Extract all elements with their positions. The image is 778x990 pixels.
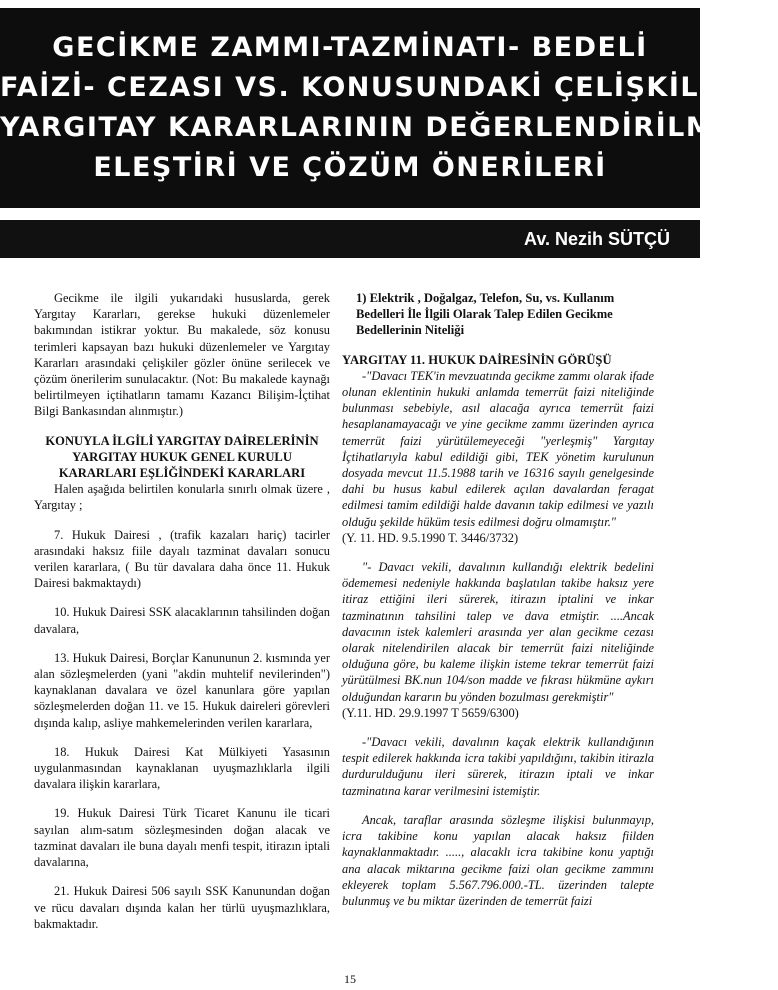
court-quote: -"Davacı vekili, davalının kaçak elektrik kullandığının tespit edilerek hakkında icra takibi yapıldığını, takibin itirazla durdurulduğunu ileri sürerek, itirazın iptali ve inkar tazminatına karar verilmesini istemiştir. xyxy=(342,735,654,798)
title-line: ELEŞTİRİ VE ÇÖZÜM ÖNERİLERİ xyxy=(93,152,607,183)
list-item: 10. Hukuk Dairesi SSK alacaklarının tahsilinden doğan davalara, xyxy=(34,605,330,636)
court-citation: (Y.11. HD. 29.9.1997 T 5659/6300) xyxy=(342,705,519,720)
title-banner xyxy=(0,8,778,208)
section-heading: KONUYLA İLGİLİ YARGITAY DAİRELERİNİN YARGITAY HUKUK GENEL KURULU KARARLARI EŞLİĞİNDEKİ KARARLARI xyxy=(45,433,319,481)
author-name: Av. Nezih SÜTÇÜ xyxy=(523,229,670,249)
right-column xyxy=(342,290,654,909)
intro-paragraph: Gecikme ile ilgili yukarıdaki hususlarda, gerek Yargıtay Kararları, gerekse hukuki düzenlemeler bakımından istikrar yoktur. Bu makalede, söz konusu terimleri kapsayan bazı hukuki düzenlemeler ve Yargıtay Kararları arasındaki çelişkiler gözler önüne serilecek ve çözüm önerilerim sunulacaktır. (Not: Bu makalede kaynağı belirtilmeyen içtihatların tamamı Kazancı Bilişim-İçtihat Bilgi Bankasından alınmıştır.) xyxy=(34,291,330,419)
title-line: GECİKME ZAMMI-TAZMİNATI- BEDELİ xyxy=(52,32,648,63)
page-number: 15 xyxy=(344,972,356,986)
section-heading: 1) Elektrik , Doğalgaz, Telefon, Su, vs. Kullanım Bedelleri İle İlgili Olarak Talep Edilen Gecikme Bedellerinin Niteliği xyxy=(356,291,615,338)
subintro-paragraph: Halen aşağıda belirtilen konularla sınırlı olmak üzere , Yargıtay ; xyxy=(34,482,330,513)
left-column xyxy=(34,290,330,932)
list-item: 21. Hukuk Dairesi 506 sayılı SSK Kanunundan doğan ve rücu davaları dışında kalan her türlü uyuşmazlıklara, bakmaktadır. xyxy=(34,884,330,931)
court-quote: "- Davacı vekili, davalının kullandığı elektrik bedelini ödememesi nedeniyle hakkında başlatılan takibe haksız yere itiraz ettiğini ileri sürerek, itirazın iptalini ve inkar tazminatının tahsilini talep ve dava etmiştir. ....Ancak davacının istek kalemleri arasında yer alan gecikme cezası olarak nitelendirilen alacak bir temerrüt faizi niteliğinde olduğuna göre, bu kaleme ilişkin isteme tekrar temerrüt faizi yürütülmesi BK.nun 104/son madde ve fıkrası hükmüne aykırı olduğundan kararın bu yönden bozulması gerekmiştir" xyxy=(342,560,654,704)
opinion-heading: YARGITAY 11. HUKUK DAİRESİNİN GÖRÜŞÜ xyxy=(342,352,612,367)
list-item: 13. Hukuk Dairesi, Borçlar Kanununun 2. kısmında yer alan sözleşmelerden (yani "akdin muhtelif nevilerinden") kaynaklanan davalara ve özel kanunlara göre yapılan sözleşmelerden doğan 11. ve 15. Hukuk daireleri görevleri dışında kalıp, asliye mahkemelerinden verilen kararlara, xyxy=(34,650,330,730)
court-quote: -"Davacı TEK'in mevzuatında gecikme zammı olarak ifade olunan eklentinin hukuki anlamda temerrüt faizi niteliğinde bulunması sebebiyle, asıl alacağa ayrıca temerrüt faizi hesaplanamayacağı ve yine gecikme zammı üzerinden ayrıca temerrüt faizi yürütülemeyeceği "yerleşmiş" Yargıtay İçtihatlarıyla kabul edildiği gibi, TEK yönetim kurulunun dosyada mevcut 11.5.1988 tarih ve 16316 sayılı genelgesinde dahi bu husus kabul edilerek açılan davalardan feragat edilmesi tamim edildiği halde davanın takip edilmesi ve yazılı olduğu şekilde hüküm tesis edilmesi doğru olmamıştır." xyxy=(342,368,654,529)
list-item: 19. Hukuk Dairesi Türk Ticaret Kanunu ile ticari sayılan alım-satım sözleşmesinden doğan alacak ve tazminat davaları ile buna dayalı menfi tespit, itirazın iptali davalarına, xyxy=(34,806,330,870)
title-line: FAİZİ- CEZASI VS. KONUSUNDAKİ ÇELİŞKİLİ xyxy=(0,72,711,103)
article-title xyxy=(0,28,778,188)
list-item: 7. Hukuk Dairesi , (trafik kazaları hariç) tacirler arasındaki haksız fiile dayalı tazminat davaları sonucu verilen kararlara, ( Bu tür davalara daha önce 11. Hukuk Dairesi bakmaktaydı) xyxy=(34,527,330,591)
list-item: 18. Hukuk Dairesi Kat Mülkiyeti Yasasının uygulanmasından kaynaklanan uyuşmazlıklarla ilgili davalara ilişkin kararlara, xyxy=(34,744,330,792)
title-line: YARGITAY KARARLARININ DEĞERLENDİRİLMESİ, xyxy=(0,112,778,143)
court-quote: Ancak, taraflar arasında sözleşme ilişkisi bulunmayıp, icra takibine konu yapılan alacak haksız fiilden kaynaklanmaktadır. ....., alacaklı icra takibine konu yaptığı ana alacak miktarına gecikme faizi olan gecikme zammını ekleyerek toplam 5.567.796.000.-TL. üzerinden talepte bulunmuş ve bu miktar üzerinden de temerrüt faizi xyxy=(342,812,654,908)
court-citation: (Y. 11. HD. 9.5.1990 T. 3446/3732) xyxy=(342,530,519,545)
